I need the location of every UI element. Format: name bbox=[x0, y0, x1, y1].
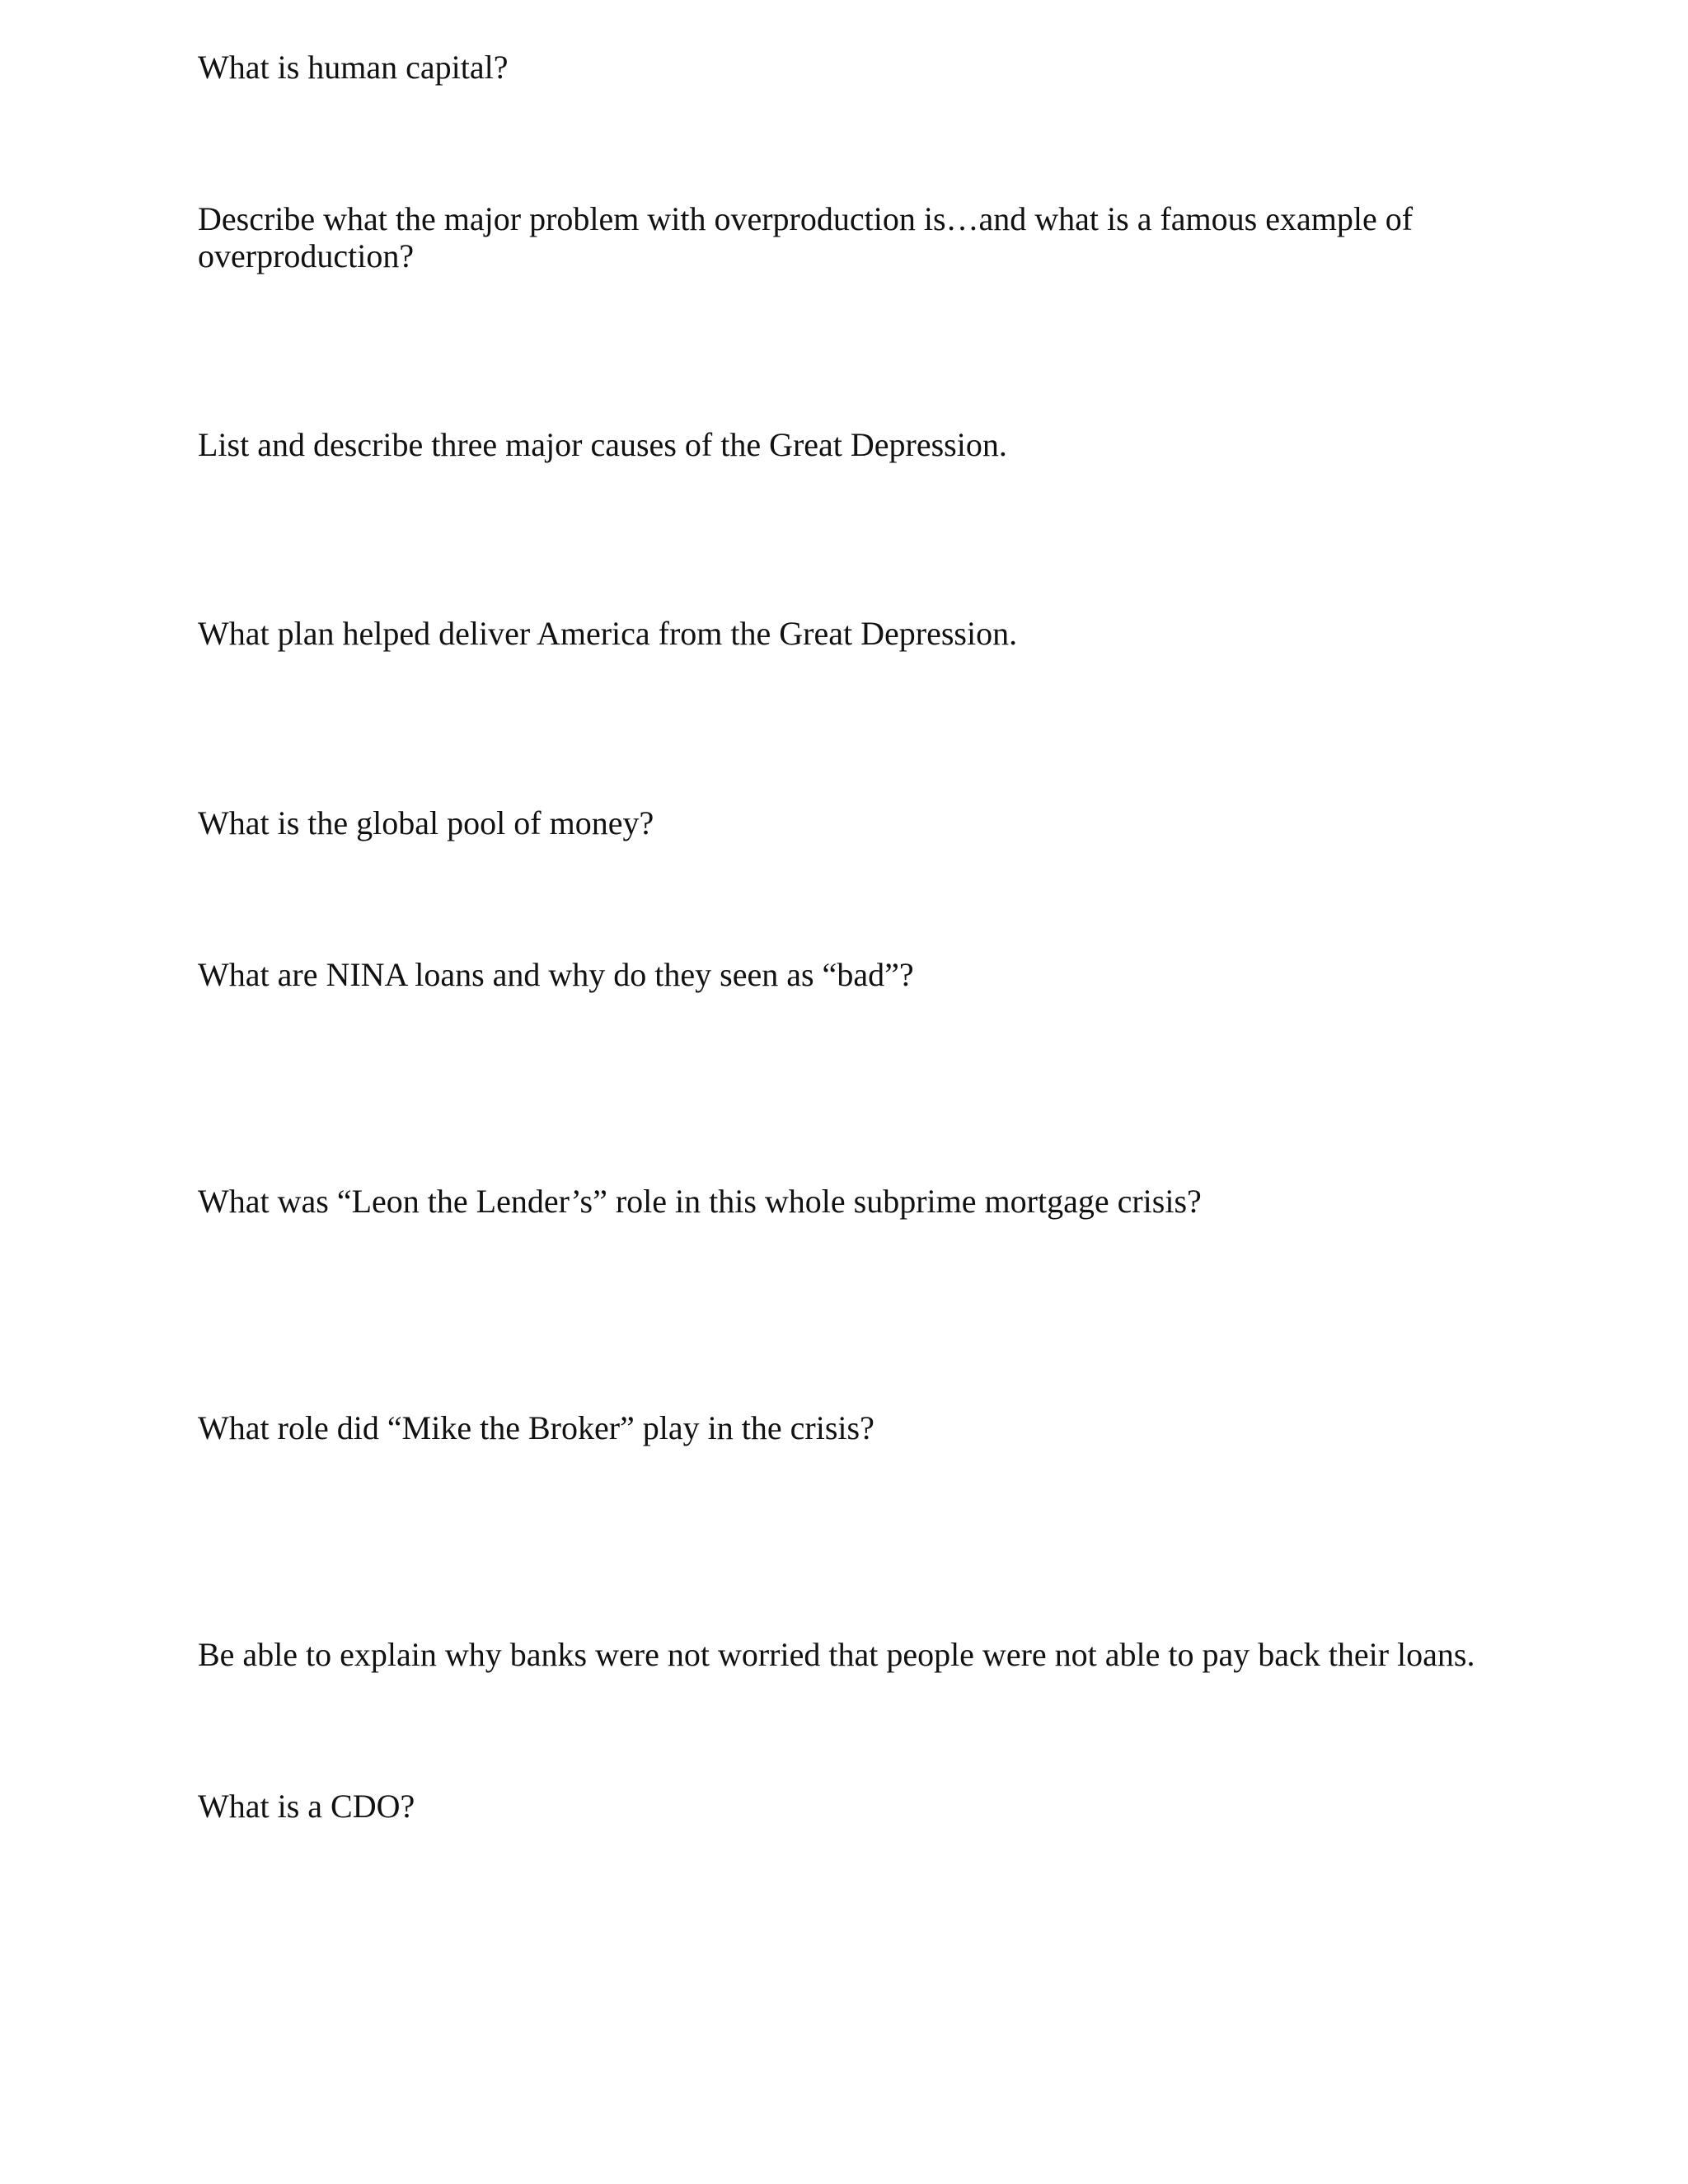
question-mike-broker: What role did “Mike the Broker” play in the crisis? bbox=[198, 1409, 874, 1446]
question-banks-not-worried: Be able to explain why banks were not worried that people were not able to pay back their loans. bbox=[198, 1636, 1475, 1673]
question-cdo: What is a CDO? bbox=[198, 1788, 415, 1825]
question-depression-causes: List and describe three major causes of the Great Depression. bbox=[198, 426, 1007, 463]
question-depression-plan: What plan helped deliver America from the Great Depression. bbox=[198, 615, 1018, 652]
question-nina-loans: What are NINA loans and why do they seen as “bad”? bbox=[198, 956, 914, 993]
question-global-pool: What is the global pool of money? bbox=[198, 804, 654, 841]
question-overproduction: Describe what the major problem with overproduction is…and what is a famous example of overproduction? bbox=[198, 200, 1414, 274]
question-human-capital: What is human capital? bbox=[198, 49, 509, 86]
question-leon-lender: What was “Leon the Lender’s” role in this whole subprime mortgage crisis? bbox=[198, 1183, 1202, 1220]
